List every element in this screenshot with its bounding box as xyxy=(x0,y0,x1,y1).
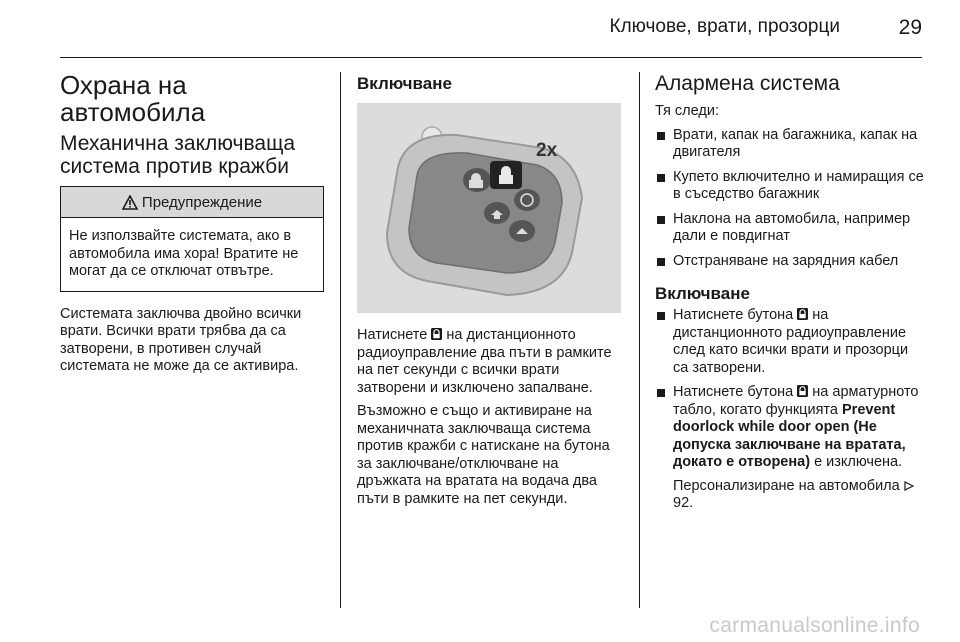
lock-icon xyxy=(797,385,808,397)
activation-text-1: Натиснете на дистанционното радиоуправление два пъти в рамките на пет секунди с всички врати затворени и изключено запалване. xyxy=(357,327,612,396)
list-item: Купето включително и намиращия се в съседство багажник xyxy=(655,169,927,204)
header-rule xyxy=(60,57,922,58)
section-title: Охрана на автомобила xyxy=(60,70,206,127)
running-header-title: Ключове, врати, прозорци xyxy=(609,16,840,37)
warning-heading: Предупреждение xyxy=(61,187,323,218)
key-fob-image xyxy=(357,103,621,313)
page-number: 29 xyxy=(898,16,922,39)
anti-theft-paragraph: Системата заключва двойно всички врати. Всички врати трябва да са затворени, в противен случай системата не може да се активира. xyxy=(60,305,302,374)
key-fob-illustration xyxy=(357,103,621,313)
activation-list xyxy=(655,307,927,513)
warning-text: Не използвайте системата, ако в автомобила има хора! Вратите не могат да се отключат отвътре. xyxy=(69,228,299,279)
column-divider-1 xyxy=(340,72,341,608)
monitor-list xyxy=(655,127,927,271)
list-item: Отстраняване на зарядния кабел xyxy=(655,253,927,271)
alarm-heading: Алармена система xyxy=(655,72,840,95)
activation-text-2: Възможно е също и активиране на механичната заключваща система против кражби с натискане на бутона за заключване/отключване на дръжката на вратата на водача два пъти в рамките на пет секунди. xyxy=(357,403,610,507)
watermark: carmanualsonline.info xyxy=(709,614,920,637)
warning-triangle-icon xyxy=(122,195,138,210)
column-divider-2 xyxy=(639,72,640,608)
right-column xyxy=(655,72,927,520)
list-item: Натиснете бутона на дистанционното радиоуправление след като всички врати и прозорци са затворени. xyxy=(655,307,927,377)
alarm-activation-heading: Включване xyxy=(655,284,750,303)
press-twice-label: 2x xyxy=(536,140,558,161)
list-item: Наклона на автомобила, например дали е повдигнат xyxy=(655,211,927,246)
list-item: Натиснете бутона на арматурното табло, когато функцията Prevent doorlock while door open (Не допуска заключване на вратата, докато е отворена) е изключена. Персонализиране на автомобила 92. xyxy=(655,384,927,513)
alarm-intro: Тя следи: xyxy=(655,103,719,119)
section-subtitle: Механична заключваща система против кражби xyxy=(60,132,296,178)
left-column xyxy=(60,72,324,382)
middle-column xyxy=(357,72,625,514)
lock-icon xyxy=(431,328,442,340)
warning-box xyxy=(60,186,324,292)
menu-option-name: Prevent doorlock while door open (Не допуска заключване на вратата, докато е отворена) xyxy=(673,401,906,470)
cross-reference-arrow-icon xyxy=(904,481,914,491)
lock-icon xyxy=(797,308,808,320)
list-item: Врати, капак на багажника, капак на двигателя xyxy=(655,127,927,162)
activation-heading: Включване xyxy=(357,74,452,93)
cross-reference: Персонализиране на автомобила 92. xyxy=(673,478,927,513)
